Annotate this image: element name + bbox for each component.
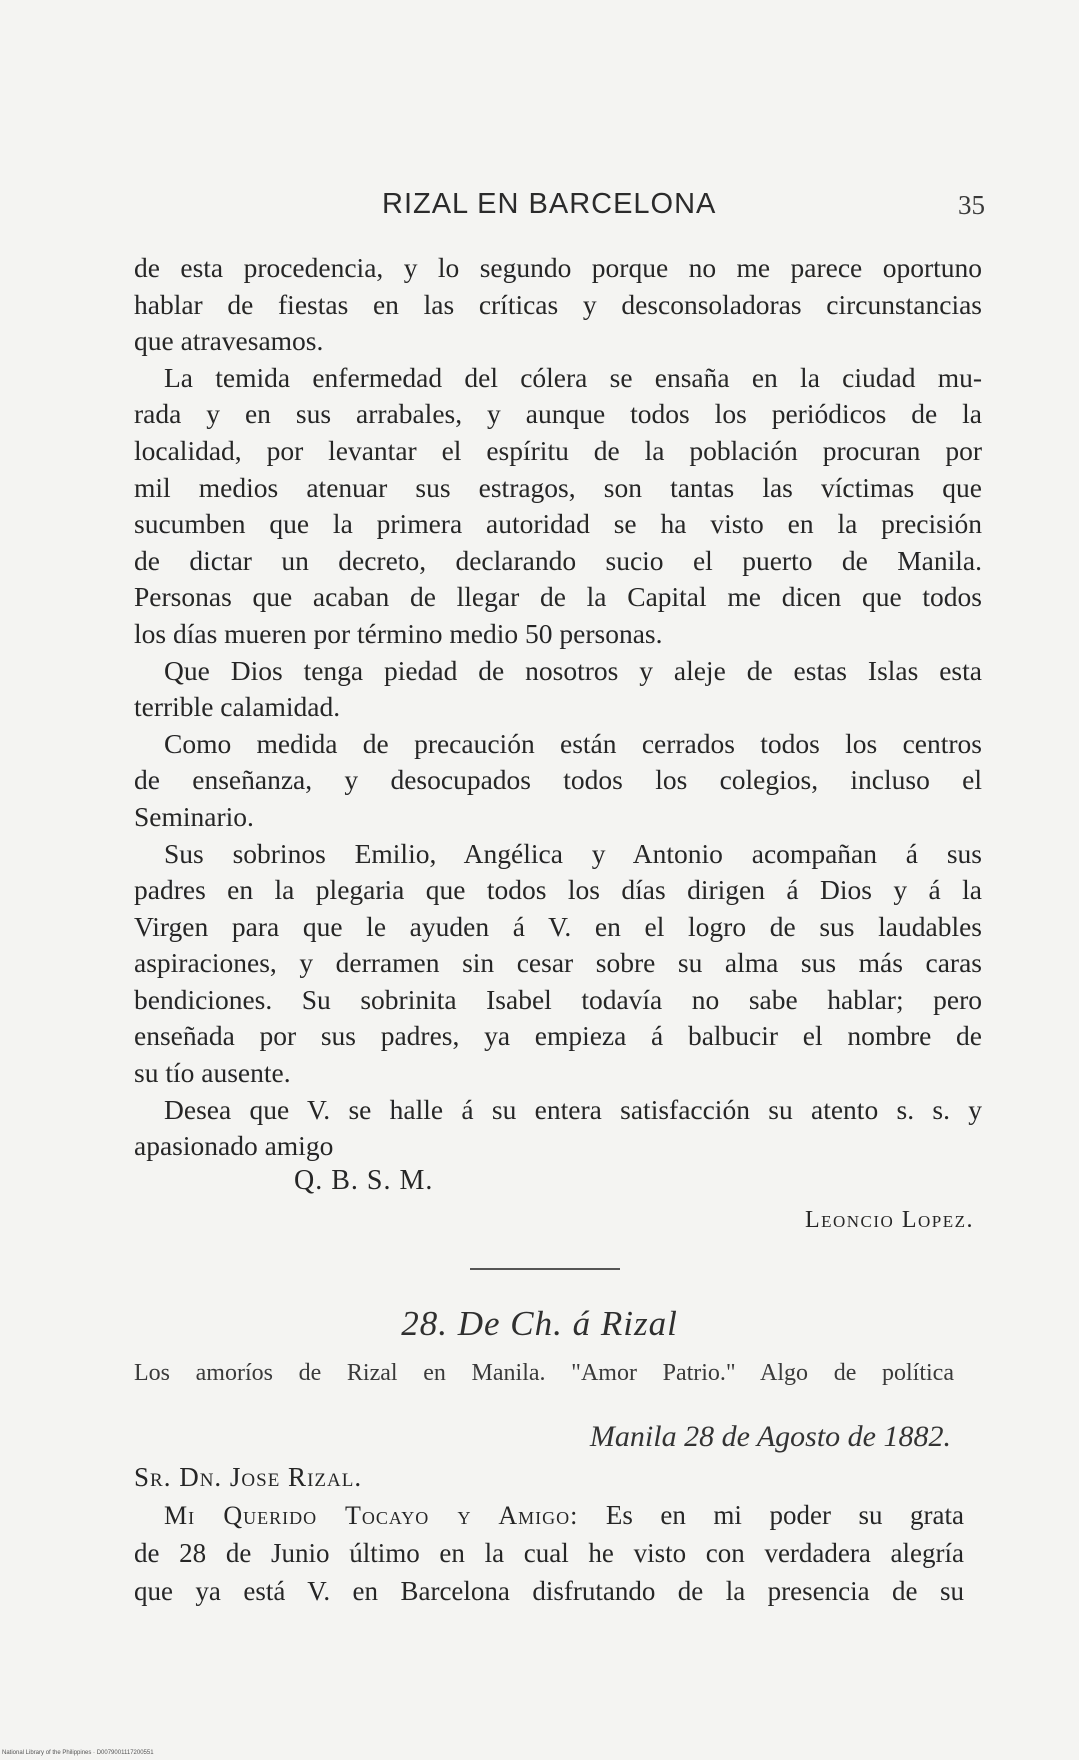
letter-summary: Los amoríos de Rizal en Manila. "Amor Patrio." Algo de política: [134, 1360, 954, 1386]
letter-line: que ya está V. en Barcelona disfrutando de la presencia de su: [134, 1576, 964, 1606]
addressee-text: Sr. Dn. Jose Rizal.: [134, 1462, 363, 1492]
letter-opening-line: [134, 1496, 964, 1534]
letter-line: de 28 de Junio último en la cual he visto con verdadera alegría: [134, 1538, 964, 1568]
body-line: rada y en sus arrabales, y aunque todos los periódicos de la: [134, 398, 982, 430]
body-line: terrible calamidad.: [134, 691, 341, 723]
body-line: Sus sobrinos Emilio, Angélica y Antonio acompañan á sus: [164, 837, 982, 869]
body-line: Que Dios tenga piedad de nosotros y aleje de estas Islas esta: [164, 654, 982, 686]
body-text: [134, 250, 982, 1261]
body-line: apasionado amigo: [134, 1130, 334, 1162]
author-signature: Leoncio Lopez.: [804, 1206, 974, 1233]
body-line: Como medida de precaución están cerrados todos los centros: [164, 727, 982, 759]
body-line: enseñada por sus padres, ya empieza á balbucir el nombre de: [134, 1020, 982, 1052]
salutation: Mi Querido Tocayo y Amigo:: [164, 1501, 579, 1530]
letter-body: [134, 1458, 964, 1610]
body-line: los días mueren por término medio 50 personas.: [134, 617, 663, 649]
body-line: de dictar un decreto, declarando sucio el puerto de Manila.: [134, 544, 982, 576]
body-line: mil medios atenuar sus estragos, son tantas las víctimas que: [134, 471, 982, 503]
body-line: localidad, por levantar el espíritu de la población procuran por: [134, 434, 982, 466]
body-line: que atravesamos.: [134, 325, 324, 357]
letter-date: Manila 28 de Agosto de 1882.: [589, 1420, 951, 1453]
body-line: sucumben que la primera autoridad se ha visto en la precisión: [134, 508, 982, 540]
running-title: RIZAL EN BARCELONA: [382, 188, 717, 220]
body-line: Seminario.: [134, 800, 254, 832]
signature-block: [134, 1165, 982, 1261]
body-line: Personas que acaban de llegar de la Capital me dicen que todos: [134, 581, 982, 613]
letter-heading: 28. De Ch. á Rizal: [401, 1304, 678, 1343]
footer-note: National Library of the Philippines · D0079001117200551: [2, 1750, 154, 1756]
body-line: aspiraciones, y derramen sin cesar sobre su alma sus más caras: [134, 947, 982, 979]
body-line: hablar de fiestas en las críticas y desconsoladoras circunstancias: [134, 288, 982, 320]
opening-text: Es en mi poder su grata: [578, 1500, 964, 1530]
body-line: padres en la plegaria que todos los días dirigen á Dios y á la: [134, 874, 982, 906]
page-header: [0, 188, 1079, 228]
body-line: de esta procedencia, y lo segundo porque no me parece oportuno: [134, 252, 982, 283]
body-line: Virgen para que le ayuden á V. en el logro de sus laudables: [134, 910, 982, 942]
page-number: 35: [958, 190, 985, 220]
body-line: Desea que V. se halle á su entera satisfacción su atento s. s. y: [164, 1093, 982, 1125]
closing-abbreviation: Q. B. S. M.: [294, 1164, 434, 1196]
letter-addressee: [134, 1458, 964, 1496]
body-line: de enseñanza, y desocupados todos los colegios, incluso el: [134, 764, 982, 796]
body-line: bendiciones. Su sobrinita Isabel todavía no sabe hablar; pero: [134, 983, 982, 1015]
body-line: su tío ausente.: [134, 1057, 291, 1089]
section-divider: [470, 1268, 620, 1270]
body-line: La temida enfermedad del cólera se ensaña en la ciudad mu-: [164, 361, 982, 393]
